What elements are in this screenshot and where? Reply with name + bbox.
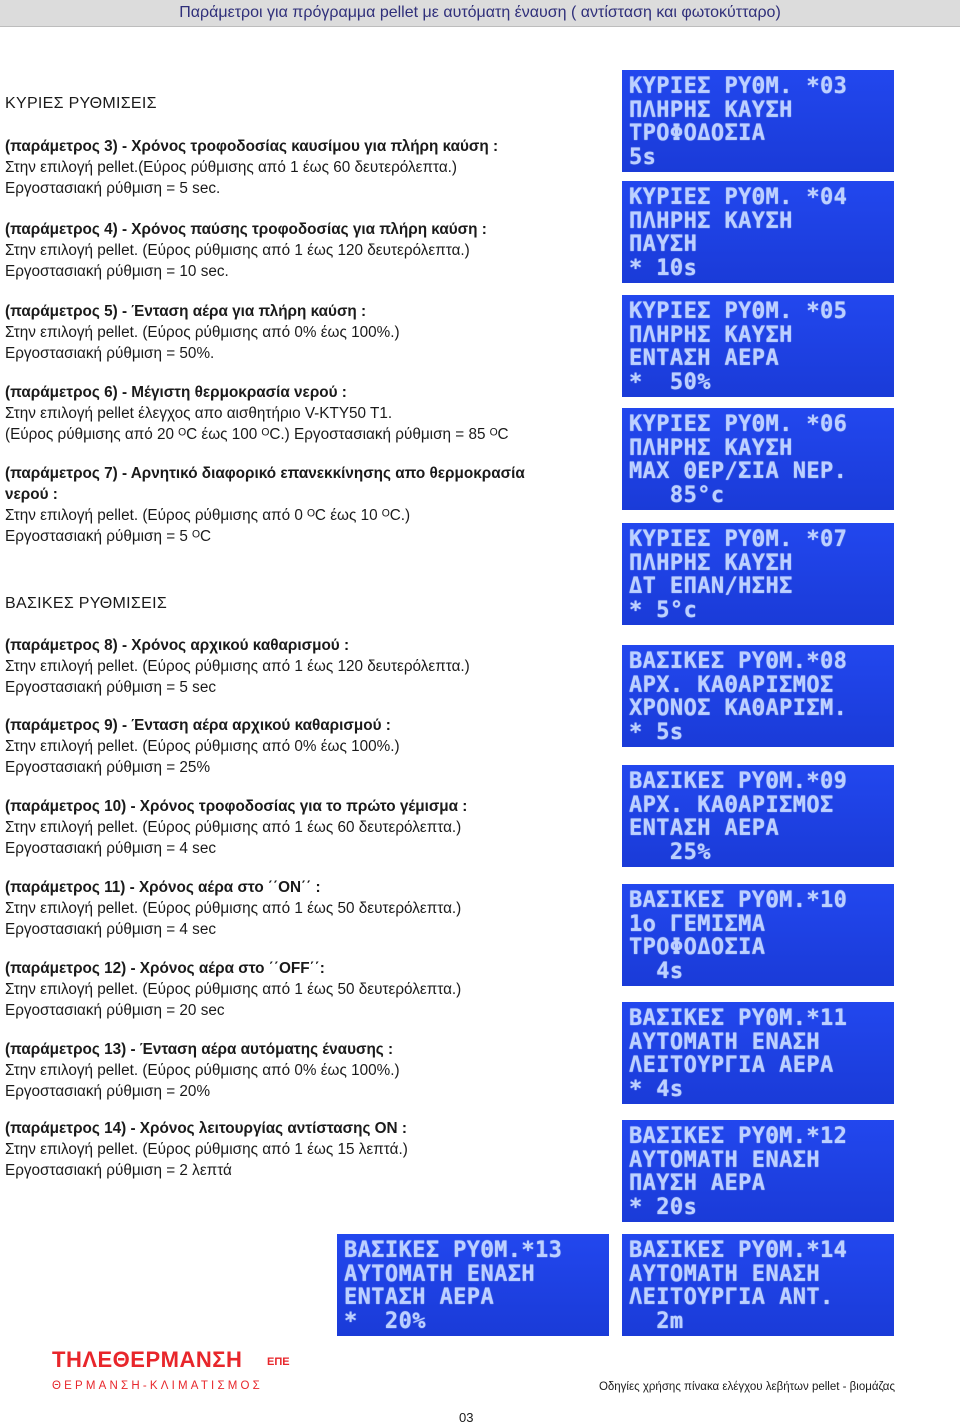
lcd-row: ΠΑΥΣΗ [629,232,698,257]
company-logo: ΤΗΛΕΘΕΡΜΑΝΣΗ [52,1347,243,1372]
lcd-screen-06 [622,408,894,510]
param-line: Στην επιλογή pellet. (Εύρος ρύθμισης από 0% έως 100%.) [5,324,400,341]
param-heading: (παράμετρος 9) - Ένταση αέρα αρχικού καθαρισμού : [5,717,391,734]
param-line: Εργοστασιακή ρύθμιση = 4 sec [5,921,216,938]
lcd-row: ΧΡΟΝΟΣ ΚΑΘΑΡΙΣΜ. [629,696,848,721]
lcd-row: ΒΑΣΙΚΕΣ ΡΥΘΜ.*09 [629,769,848,794]
param-line: Στην επιλογή pellet. (Εύρος ρύθμισης από 0 ᴼC έως 10 ᴼC.) [5,507,411,524]
lcd-screen-13 [337,1234,609,1336]
lcd-row: ΑΡΧ. ΚΑΘΑΡΙΣΜΟΣ [629,792,834,818]
param-line: Εργοστασιακή ρύθμιση = 10 sec. [5,263,229,280]
param-heading: (παράμετρος 8) - Χρόνος αρχικού καθαρισμού : [5,637,350,654]
lcd-row: * 50% [629,369,711,395]
lcd-row: ΠΛΗΡΗΣ ΚΑΥΣΗ [629,97,793,123]
lcd-row: ΔΤ ΕΠΑΝ/ΗΣΗΣ [629,574,793,599]
lcd-row: ΑΥΤΟΜΑΤΗ ΕΝΑΣΗ [344,1261,536,1287]
lcd-row: ΠΛΗΡΗΣ ΚΑΥΣΗ [629,550,793,576]
lcd-row: * 20% [344,1308,426,1334]
param-line: Εργοστασιακή ρύθμιση = 2 λεπτά [5,1162,232,1179]
param-block [5,796,467,859]
param-block [5,1118,408,1181]
lcd-row: ΚΥΡΙΕΣ ΡΥΘΜ. *05 [629,299,848,324]
lcd-row: ΒΑΣΙΚΕΣ ΡΥΘΜ.*14 [629,1238,848,1263]
lcd-row: ΒΑΣΙΚΕΣ ΡΥΘΜ.*08 [629,649,848,674]
lcd-row: ΚΥΡΙΕΣ ΡΥΘΜ. *06 [629,412,848,437]
lcd-row: ΠΛΗΡΗΣ ΚΑΥΣΗ [629,322,793,348]
param-line: Εργοστασιακή ρύθμιση = 5 sec. [5,180,221,197]
lcd-row: ΠΛΗΡΗΣ ΚΑΥΣΗ [629,435,793,461]
lcd-row: ΚΥΡΙΕΣ ΡΥΘΜ. *04 [629,185,848,210]
param-heading: (παράμετρος 10) - Χρόνος τροφοδοσίας για το πρώτο γέμισμα : [5,798,468,815]
param-line: Εργοστασιακή ρύθμιση = 25% [5,759,211,776]
lcd-row: ΒΑΣΙΚΕΣ ΡΥΘΜ.*10 [629,888,848,913]
param-heading: (παράμετρος 11) - Χρόνος αέρα στο ΄΄ON΄΄ : [5,879,321,896]
lcd-row: ΑΥΤΟΜΑΤΗ ΕΝΑΣΗ [629,1029,821,1055]
company-suffix: ΕΠΕ [267,1356,290,1368]
lcd-screen-05 [622,295,894,397]
lcd-row: * 10s [629,255,698,281]
lcd-row: 2m [629,1308,684,1334]
lcd-row: ΠΑΥΣΗ ΑΕΡΑ [629,1171,766,1196]
lcd-screen-09 [622,765,894,867]
lcd-row: 5s [629,144,657,170]
param-line: (Εύρος ρύθμισης από 20 ᴼC έως 100 ᴼC.) Εργοστασιακή ρύθμιση = 85 ᴼC [5,426,509,443]
lcd-row: ΕΝΤΑΣΗ ΑΕΡΑ [629,346,780,371]
param-block [5,958,461,1021]
page-number: 03 [459,1410,474,1425]
param-block [5,1039,400,1102]
param-line: Εργοστασιακή ρύθμιση = 20% [5,1083,211,1100]
lcd-row: ΒΑΣΙΚΕΣ ΡΥΘΜ.*13 [344,1238,563,1263]
param-heading: (παράμετρος 6) - Μέγιστη θερμοκρασία νερού : [5,384,347,401]
param-line: Στην επιλογή pellet. (Εύρος ρύθμισης από 1 έως 120 δευτερόλεπτα.) [5,242,470,259]
lcd-row: MAX ΘΕΡ/ΣΙΑ ΝΕΡ. [629,459,848,484]
header-bar [0,0,960,27]
param-block [5,301,400,364]
lcd-screen-11 [622,1002,894,1104]
lcd-row: * 5s [629,719,684,745]
lcd-row: * 20s [629,1194,698,1220]
param-heading: (παράμετρος 12) - Χρόνος αέρα στο ΄΄OFF΄΄: [5,960,325,977]
param-block [5,877,461,940]
param-heading: (παράμετρος 14) - Χρόνος λειτουργίας αντίστασης ON : [5,1120,407,1137]
section-title-main: ΚΥΡΙΕΣ ΡΥΘΜΙΣΕΙΣ [5,95,157,112]
lcd-row: 4s [629,958,684,984]
param-block [5,635,470,698]
lcd-row: ΤΡΟΦΟΔΟΣΙΑ [629,935,766,960]
lcd-screen-12 [622,1120,894,1222]
lcd-screen-10 [622,884,894,986]
lcd-row: ΑΡΧ. ΚΑΘΑΡΙΣΜΟΣ [629,672,834,698]
param-block [5,382,509,445]
lcd-row: ΑΥΤΟΜΑΤΗ ΕΝΑΣΗ [629,1261,821,1287]
lcd-row: ΒΑΣΙΚΕΣ ΡΥΘΜ.*12 [629,1124,848,1149]
param-heading: (παράμετρος 5) - Ένταση αέρα για πλήρη καύση : [5,303,367,320]
lcd-row: ΚΥΡΙΕΣ ΡΥΘΜ. *03 [629,74,848,99]
lcd-row: ΚΥΡΙΕΣ ΡΥΘΜ. *07 [629,527,848,552]
lcd-row: ΠΛΗΡΗΣ ΚΑΥΣΗ [629,208,793,234]
param-line: Στην επιλογή pellet. (Εύρος ρύθμισης από 1 έως 50 δευτερόλεπτα.) [5,981,462,998]
company-tagline: ΘΕΡΜΑΝΣΗ-ΚΛΙΜΑΤΙΣΜΟΣ [52,1380,263,1392]
param-line: νερού : [5,486,58,503]
param-block [5,715,400,778]
param-heading: (παράμετρος 7) - Αρνητικό διαφορικό επανεκκίνησης απο θερμοκρασία [5,465,525,482]
param-line: Στην επιλογή pellet.(Εύρος ρύθμισης από 1 έως 60 δευτερόλεπτα.) [5,159,458,176]
param-heading: (παράμετρος 13) - Ένταση αέρα αυτόματης έναυσης : [5,1041,394,1058]
param-line: Στην επιλογή pellet. (Εύρος ρύθμισης από 0% έως 100%.) [5,738,400,755]
lcd-row: ΤΡΟΦΟΔΟΣΙΑ [629,121,766,146]
param-line: Στην επιλογή pellet. (Εύρος ρύθμισης από 1 έως 15 λεπτά.) [5,1141,408,1158]
lcd-row: * 5°c [629,597,698,623]
param-line: Εργοστασιακή ρύθμιση = 4 sec [5,840,216,857]
param-heading: (παράμετρος 3) - Χρόνος τροφοδοσίας καυσίμου για πλήρη καύση : [5,138,499,155]
param-line: Στην επιλογή pellet. (Εύρος ρύθμισης από 1 έως 120 δευτερόλεπτα.) [5,658,470,675]
section-title-basic: ΒΑΣΙΚΕΣ ΡΥΘΜΙΣΕΙΣ [5,595,168,612]
footer-note: Οδηγίες χρήσης πίνακα ελέγχου λεβήτων pellet - βιομάζας [598,1381,895,1393]
lcd-row: ΑΥΤΟΜΑΤΗ ΕΝΑΣΗ [629,1147,821,1173]
lcd-row: ΛΕΙΤΟΥΡΓΙΑ ΑΝΤ. [629,1285,834,1310]
lcd-screen-03 [622,70,894,172]
param-line: Εργοστασιακή ρύθμιση = 5 ᴼC [5,528,212,545]
param-block [5,219,487,282]
lcd-row: 85°c [629,482,725,508]
lcd-row: ΛΕΙΤΟΥΡΓΙΑ ΑΕΡΑ [629,1053,834,1078]
lcd-screen-04 [622,181,894,283]
param-block [5,463,525,547]
lcd-screen-14 [622,1234,894,1336]
param-line: Στην επιλογή pellet έλεγχος απο αισθητήριο V-KTY50 T1. [5,405,393,422]
lcd-screen-08 [622,645,894,747]
lcd-row: 1ο ΓΕΜΙΣΜΑ [629,911,766,937]
lcd-row: 25% [629,839,711,865]
lcd-screen-07 [622,523,894,625]
param-line: Στην επιλογή pellet. (Εύρος ρύθμισης από 1 έως 60 δευτερόλεπτα.) [5,819,462,836]
lcd-row: * 4s [629,1076,684,1102]
lcd-row: ΒΑΣΙΚΕΣ ΡΥΘΜ.*11 [629,1006,848,1031]
param-line: Εργοστασιακή ρύθμιση = 50%. [5,345,215,362]
param-block [5,136,498,199]
lcd-row: ΕΝΤΑΣΗ ΑΕΡΑ [629,816,780,841]
lcd-row: ΕΝΤΑΣΗ ΑΕΡΑ [344,1285,495,1310]
page-title: Παράμετροι για πρόγραμμα pellet με αυτόματη έναυση ( αντίσταση και φωτοκύτταρο) [179,4,781,21]
param-line: Εργοστασιακή ρύθμιση = 20 sec [5,1002,225,1019]
param-heading: (παράμετρος 4) - Χρόνος παύσης τροφοδοσίας για πλήρη καύση : [5,221,487,238]
param-line: Εργοστασιακή ρύθμιση = 5 sec [5,679,216,696]
param-line: Στην επιλογή pellet. (Εύρος ρύθμισης από 1 έως 50 δευτερόλεπτα.) [5,900,462,917]
param-line: Στην επιλογή pellet. (Εύρος ρύθμισης από 0% έως 100%.) [5,1062,400,1079]
